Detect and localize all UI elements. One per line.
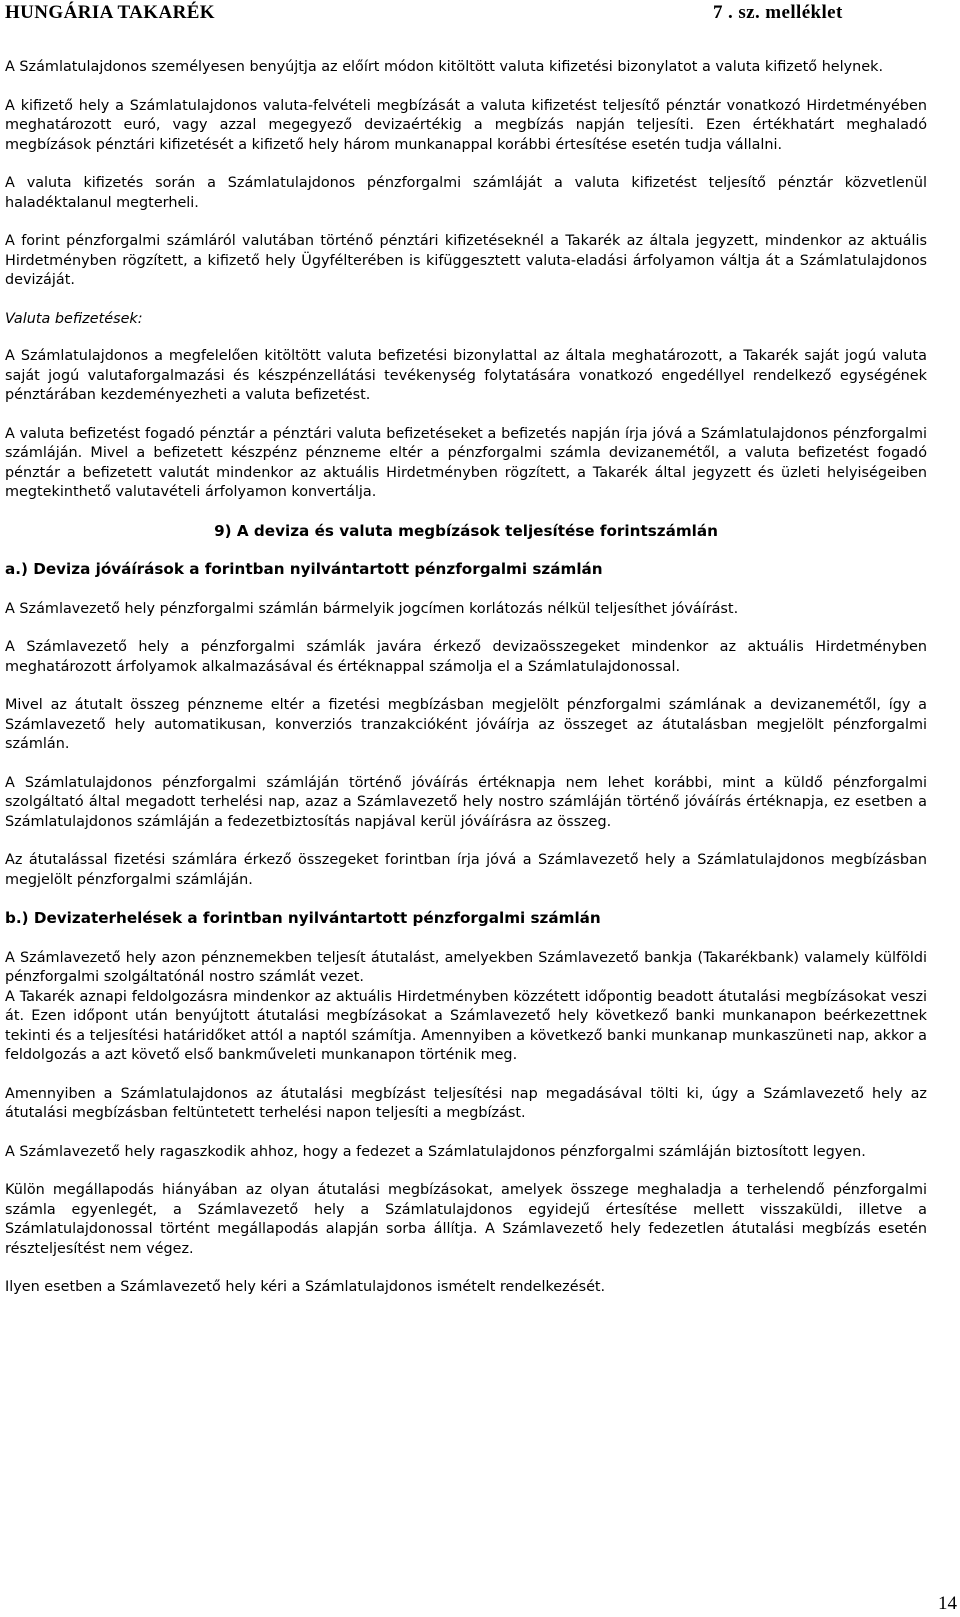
paragraph: A forint pénzforgalmi számláról valutában történő pénztári kifizetéseknél a Takarék az általa jegyzett, mindenkor az aktuális Hirdetményben rögzített, a kifizető hely Ügyfélterében is kifüggesztett valuta-eladási árfolyamon váltja át a Számlatulajdonos devizáját. (5, 233, 927, 288)
paragraph: A Számlatulajdonos a megfelelően kitöltött valuta befizetési bizonylattal az általa meghatározott, a Takarék saját jogú valuta saját jogú valutaforgalmazási és készpénzellátási tevékenység folytatására vonatkozó engedéllyel rendelkező egységének pénztárában kezdeményezheti a valuta befizetést. (5, 348, 927, 403)
paragraph: Külön megállapodás hiányában az olyan átutalási megbízásokat, amelyek összege meghaladja a terhelendő pénzforgalmi számla egyenlegét, a Számlavezető hely a Számlatulajdonos egyidejű értesítése mellett visszaküldi, illetve a Számlatulajdonossal történt megállapodás alapján sorba állítja. A Számlavezető hely fedezetlen átutalási megbízás esetén részteljesítést nem végez. (5, 1182, 927, 1257)
paragraph: A Takarék aznapi feldolgozásra mindenkor az aktuális Hirdetményben közzétett időpontig beadott átutalási megbízásokat veszi át. Ezen időpont után benyújtott átutalási megbízásokat a Számlavezető hely következő banki munkanapon beérkezettnek tekinti és a teljesítési határidőket attól a naptól számítja. Amennyiben a következő banki munkanap munkaszüneti nap, akkor a feldolgozás a azt követő első bankműveleti munkanapon történik meg. (5, 988, 927, 1063)
header-appendix-label: 7 . sz. melléklet (713, 2, 843, 23)
italic-subheading: Valuta befizetések: (5, 310, 143, 327)
paragraph: Az átutalással fizetési számlára érkező összegeket forintban írja jóvá a Számlavezető hely a Számlatulajdonos megbízásban megjelölt pénzforgalmi számláján. (5, 852, 927, 888)
paragraph: A kifizető hely a Számlatulajdonos valuta-felvételi megbízását a valuta kifizetést teljesítő pénztár vonatkozó Hirdetményében meghatározott euró, vagy azzal megegyező devizaértékig a megbízás napján teljesíti. Ezen értékhatárt meghaladó megbízások pénztári kifizetését a kifizető hely három munkanappal korábbi értesítése esetén tudja vállalni. (5, 97, 927, 153)
paragraph: Mivel az átutalt összeg pénzneme eltér a fizetési megbízásban megjelölt pénzforgalmi számlának a devizanemétől, így a Számlavezető hely automatikusan, konverziós tranzakcióként jóváírja az összeget az átutalásban megjelölt pénzforgalmi számlán. (5, 697, 927, 752)
document-body (5, 58, 927, 1317)
paragraph: Ilyen esetben a Számlavezető hely kéri a Számlatulajdonos ismételt rendelkezését. (5, 1279, 606, 1295)
paragraph: A Számlavezető hely azon pénznemekben teljesít átutalást, amelyekben Számlavezető bankja (Takarékbank) valamely külföldi pénzforgalmi szolgáltatónál nostro számlát vezet. (5, 949, 927, 985)
page-number: 14 (938, 1593, 957, 1614)
paragraph: A valuta kifizetés során a Számlatulajdonos pénzforgalmi számláját a valuta kifizetést teljesítő pénztár közvetlenül haladéktalanul megterheli. (5, 175, 927, 211)
paragraph: A valuta befizetést fogadó pénztár a pénztári valuta befizetéseket a befizetés napján írja jóvá a Számlatulajdonos pénzforgalmi számláján. Mivel a befizetett készpénz pénzneme eltér a pénzforgalmi számla devizanemétől, a valuta befizetést fogadó pénztár a befizetett valutát mindenkor az aktuális Hirdetményben rögzített, a Takarék által jegyzett és üzleti helyiségeiben megtekinthető valutavételi árfolyamon konvertálja. (5, 425, 927, 500)
paragraph: A Számlavezető hely ragaszkodik ahhoz, hogy a fedezet a Számlatulajdonos pénzforgalmi számláján biztosított legyen. (5, 1143, 866, 1160)
paragraph: A Számlavezető hely a pénzforgalmi számlák javára érkező devizaösszegeket mindenkor az aktuális Hirdetményben meghatározott árfolyamok alkalmazásával és értéknappal számolja el a Számlatulajdonossal. (5, 639, 927, 675)
paragraph: A Számlatulajdonos személyesen benyújtja az előírt módon kitöltött valuta kifizetési bizonylatot a valuta kifizető helynek. (5, 59, 884, 75)
paragraph: Amennyiben a Számlatulajdonos az átutalási megbízást teljesítési nap megadásával tölti ki, úgy a Számlavezető hely az átutalási megbízásban feltüntetett terhelési napon teljesíti a megbízást. (5, 1085, 927, 1121)
subheading-b: b.) Devizaterhelések a forintban nyilvántartott pénzforgalmi számlán (5, 909, 601, 927)
paragraph: A Számlavezető hely pénzforgalmi számlán bármelyik jogcímen korlátozás nélkül teljesíthet jóváírást. (5, 600, 739, 617)
page-header (5, 2, 927, 30)
header-bank-name: HUNGÁRIA TAKARÉK (5, 2, 215, 23)
paragraph: A Számlatulajdonos pénzforgalmi számláján történő jóváírás értéknapja nem lehet korábbi, mint a küldő pénzforgalmi szolgáltató által megadott terhelési nap, azaz a Számlavezető hely nostro számláján történő jóváírás értéknapja, ez esetben a Számlatulajdonos számláján a fedezetbiztosítás napjával kerül jóváírásra az összeg. (5, 774, 927, 830)
subheading-a: a.) Deviza jóváírások a forintban nyilvántartott pénzforgalmi számlán (5, 560, 603, 578)
section-title: 9) A deviza és valuta megbízások teljesítése forintszámlán (214, 521, 718, 540)
